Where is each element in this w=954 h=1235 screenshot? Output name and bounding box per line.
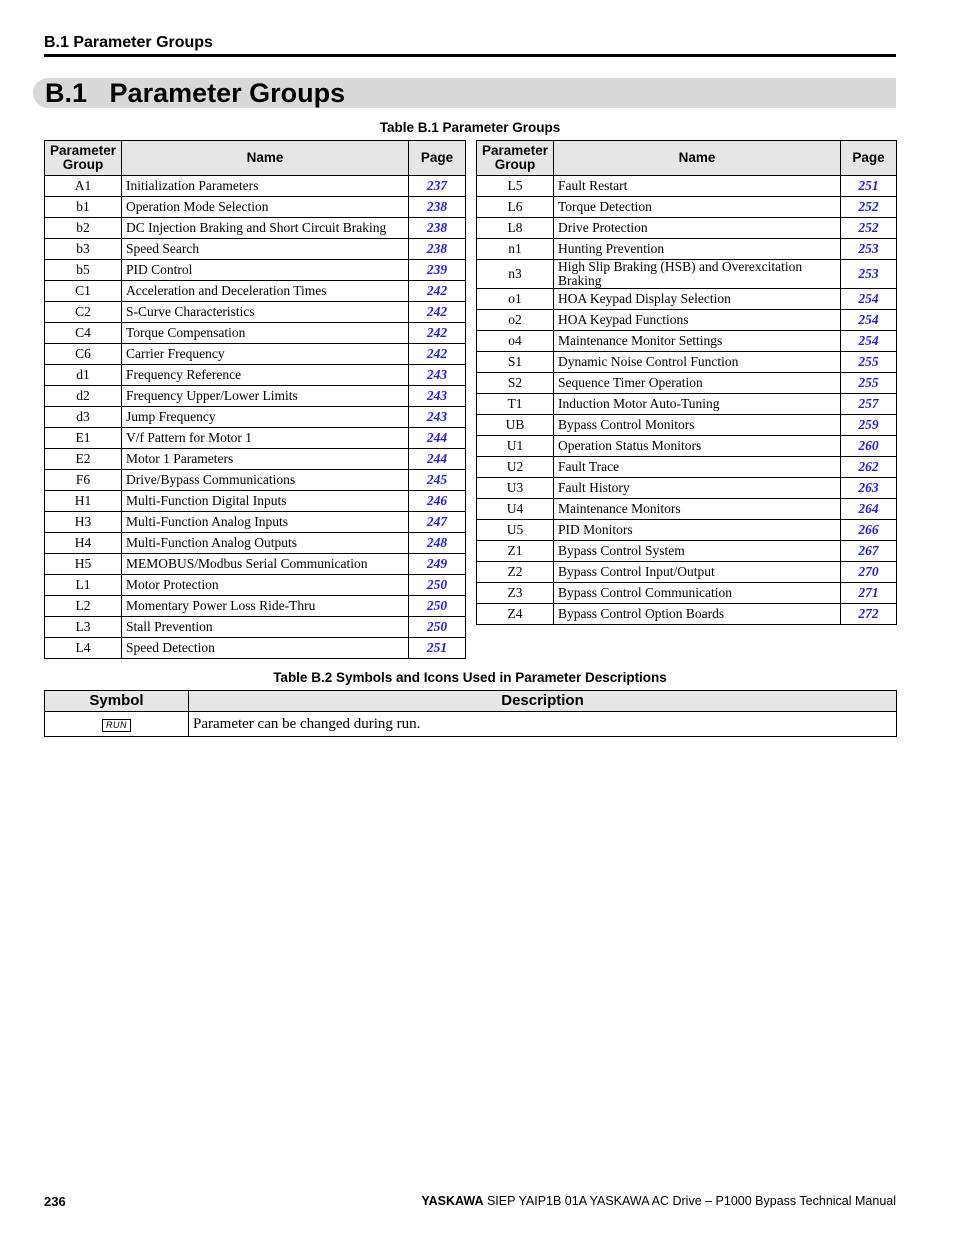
description-cell: Parameter can be changed during run.: [189, 712, 897, 737]
param-group-cell: L2: [45, 596, 122, 617]
col-header-symbol: Symbol: [45, 691, 189, 712]
table-row: [477, 541, 897, 562]
param-group-cell: C6: [45, 344, 122, 365]
section-title-band: [33, 78, 896, 108]
page-link[interactable]: 238: [409, 239, 466, 260]
param-name-cell: PID Control: [122, 260, 409, 281]
param-name-cell: High Slip Braking (HSB) and Overexcitation Braking: [554, 260, 841, 289]
param-group-cell: U4: [477, 499, 554, 520]
table-b1-caption: Table B.1 Parameter Groups: [379, 120, 561, 135]
table-row: [477, 457, 897, 478]
page-link[interactable]: 244: [409, 449, 466, 470]
table-row: [45, 712, 897, 737]
param-group-cell: T1: [477, 394, 554, 415]
param-group-cell: U5: [477, 520, 554, 541]
param-name-cell: Torque Detection: [554, 197, 841, 218]
table-row: [45, 302, 466, 323]
page-link[interactable]: 237: [409, 176, 466, 197]
table-row: [45, 491, 466, 512]
param-group-cell: L5: [477, 176, 554, 197]
page-link[interactable]: 255: [841, 373, 897, 394]
table-row: [477, 352, 897, 373]
table-row: [477, 478, 897, 499]
param-group-cell: C4: [45, 323, 122, 344]
table-row: [477, 260, 897, 289]
param-group-cell: Z1: [477, 541, 554, 562]
page-link[interactable]: 251: [409, 638, 466, 659]
page-link[interactable]: 254: [841, 289, 897, 310]
param-group-cell: U1: [477, 436, 554, 457]
table-row: [477, 310, 897, 331]
table-row: [45, 449, 466, 470]
table-row: [477, 436, 897, 457]
table-row: [45, 176, 466, 197]
param-group-cell: L4: [45, 638, 122, 659]
table-row: [45, 575, 466, 596]
param-name-cell: Bypass Control Communication: [554, 583, 841, 604]
running-head: B.1 Parameter Groups: [44, 34, 213, 51]
table-row: [477, 289, 897, 310]
table-row: [477, 176, 897, 197]
param-group-cell: L1: [45, 575, 122, 596]
section-number: B.1: [45, 78, 88, 108]
table-row: [477, 520, 897, 541]
page-link[interactable]: 246: [409, 491, 466, 512]
page-link[interactable]: 244: [409, 428, 466, 449]
table-row: [45, 260, 466, 281]
param-name-cell: HOA Keypad Display Selection: [554, 289, 841, 310]
param-name-cell: MEMOBUS/Modbus Serial Communication: [122, 554, 409, 575]
param-name-cell: Drive Protection: [554, 218, 841, 239]
param-name-cell: Bypass Control Input/Output: [554, 562, 841, 583]
param-name-cell: Bypass Control System: [554, 541, 841, 562]
table-row: [477, 394, 897, 415]
param-group-cell: L8: [477, 218, 554, 239]
param-name-cell: V/f Pattern for Motor 1: [122, 428, 409, 449]
table-body-right: [477, 176, 897, 625]
param-name-cell: Torque Compensation: [122, 323, 409, 344]
col-header-group: Parameter Group: [45, 141, 122, 176]
col-header-page: Page: [409, 141, 466, 176]
page-link[interactable]: 263: [841, 478, 897, 499]
table-row: [477, 604, 897, 625]
page-link[interactable]: 250: [409, 617, 466, 638]
param-group-cell: H5: [45, 554, 122, 575]
param-group-cell: H3: [45, 512, 122, 533]
col-header-name: Name: [122, 141, 409, 176]
param-name-cell: Frequency Reference: [122, 365, 409, 386]
param-group-cell: o4: [477, 331, 554, 352]
param-name-cell: PID Monitors: [554, 520, 841, 541]
table-row: [477, 499, 897, 520]
page-link[interactable]: 264: [841, 499, 897, 520]
param-name-cell: Sequence Timer Operation: [554, 373, 841, 394]
param-group-cell: A1: [45, 176, 122, 197]
run-icon: RUN: [102, 719, 131, 732]
table-row: [45, 554, 466, 575]
param-name-cell: Initialization Parameters: [122, 176, 409, 197]
page-link[interactable]: 266: [841, 520, 897, 541]
page-link[interactable]: 260: [841, 436, 897, 457]
page-link[interactable]: 259: [841, 415, 897, 436]
page-link[interactable]: 245: [409, 470, 466, 491]
param-group-cell: L6: [477, 197, 554, 218]
footer-doc-info: [421, 1194, 896, 1208]
param-name-cell: Multi-Function Analog Outputs: [122, 533, 409, 554]
table-row: [477, 583, 897, 604]
param-name-cell: Induction Motor Auto-Tuning: [554, 394, 841, 415]
param-group-cell: E1: [45, 428, 122, 449]
param-group-cell: F6: [45, 470, 122, 491]
page-link[interactable]: 243: [409, 386, 466, 407]
param-group-cell: H4: [45, 533, 122, 554]
page-link[interactable]: 251: [841, 176, 897, 197]
page-link[interactable]: 250: [409, 575, 466, 596]
param-name-cell: Bypass Control Monitors: [554, 415, 841, 436]
page-link[interactable]: 249: [409, 554, 466, 575]
param-name-cell: Operation Status Monitors: [554, 436, 841, 457]
page-link[interactable]: 250: [409, 596, 466, 617]
table-row: [45, 386, 466, 407]
param-group-cell: d1: [45, 365, 122, 386]
page-link[interactable]: 238: [409, 218, 466, 239]
table-row: [45, 617, 466, 638]
param-group-cell: b3: [45, 239, 122, 260]
table-row: [477, 373, 897, 394]
param-name-cell: Hunting Prevention: [554, 239, 841, 260]
page-link[interactable]: 262: [841, 457, 897, 478]
param-name-cell: DC Injection Braking and Short Circuit Braking: [122, 218, 409, 239]
page-number: 236: [44, 1194, 66, 1209]
header-rule: [44, 54, 896, 57]
page-link[interactable]: 243: [409, 365, 466, 386]
param-name-cell: Dynamic Noise Control Function: [554, 352, 841, 373]
param-name-cell: Jump Frequency: [122, 407, 409, 428]
page-link[interactable]: 254: [841, 310, 897, 331]
param-name-cell: Fault History: [554, 478, 841, 499]
param-name-cell: Operation Mode Selection: [122, 197, 409, 218]
col-header-page: Page: [841, 141, 897, 176]
col-header-name: Name: [554, 141, 841, 176]
param-name-cell: Bypass Control Option Boards: [554, 604, 841, 625]
page-link[interactable]: 252: [841, 197, 897, 218]
param-group-cell: UB: [477, 415, 554, 436]
page-link[interactable]: 270: [841, 562, 897, 583]
parameter-groups-table-right: [476, 140, 897, 625]
param-name-cell: Multi-Function Analog Inputs: [122, 512, 409, 533]
page-link[interactable]: 254: [841, 331, 897, 352]
param-name-cell: Stall Prevention: [122, 617, 409, 638]
table-row: [477, 218, 897, 239]
param-group-cell: Z2: [477, 562, 554, 583]
page-link[interactable]: 271: [841, 583, 897, 604]
page-link[interactable]: 253: [841, 260, 897, 289]
col-header-group: Parameter Group: [477, 141, 554, 176]
param-group-cell: E2: [45, 449, 122, 470]
param-group-cell: U2: [477, 457, 554, 478]
col-header-description: Description: [189, 691, 897, 712]
table-row: [45, 239, 466, 260]
param-name-cell: Maintenance Monitors: [554, 499, 841, 520]
page-link[interactable]: 267: [841, 541, 897, 562]
table-row: [45, 596, 466, 617]
param-name-cell: Motor 1 Parameters: [122, 449, 409, 470]
table-row: [45, 533, 466, 554]
footer-doc-title: SIEP YAIP1B 01A YASKAWA AC Drive – P1000 Bypass Technical Manual: [483, 1194, 896, 1208]
param-group-cell: Z3: [477, 583, 554, 604]
param-name-cell: Maintenance Monitor Settings: [554, 331, 841, 352]
table-row: [477, 197, 897, 218]
section-title-text: Parameter Groups: [109, 78, 346, 108]
param-group-cell: b1: [45, 197, 122, 218]
param-group-cell: b5: [45, 260, 122, 281]
footer-brand: YASKAWA: [421, 1194, 484, 1208]
page-link[interactable]: 253: [841, 239, 897, 260]
page-link[interactable]: 257: [841, 394, 897, 415]
page-link[interactable]: 272: [841, 604, 897, 625]
param-group-cell: n1: [477, 239, 554, 260]
param-name-cell: S-Curve Characteristics: [122, 302, 409, 323]
page-link[interactable]: 252: [841, 218, 897, 239]
table-row: [45, 365, 466, 386]
param-name-cell: Fault Trace: [554, 457, 841, 478]
param-group-cell: S1: [477, 352, 554, 373]
table-row: [477, 331, 897, 352]
page-link[interactable]: 247: [409, 512, 466, 533]
table-row: [45, 281, 466, 302]
param-name-cell: Speed Search: [122, 239, 409, 260]
page-link[interactable]: 242: [409, 281, 466, 302]
param-group-cell: H1: [45, 491, 122, 512]
parameter-groups-table-left: [44, 140, 466, 659]
page-link[interactable]: 243: [409, 407, 466, 428]
page-link[interactable]: 239: [409, 260, 466, 281]
table-row: [45, 428, 466, 449]
param-group-cell: S2: [477, 373, 554, 394]
param-group-cell: U3: [477, 478, 554, 499]
symbol-cell: [45, 712, 189, 737]
param-name-cell: Carrier Frequency: [122, 344, 409, 365]
param-name-cell: Frequency Upper/Lower Limits: [122, 386, 409, 407]
param-name-cell: Speed Detection: [122, 638, 409, 659]
param-group-cell: d2: [45, 386, 122, 407]
table-row: [45, 344, 466, 365]
page-link[interactable]: 255: [841, 352, 897, 373]
param-name-cell: Drive/Bypass Communications: [122, 470, 409, 491]
param-group-cell: b2: [45, 218, 122, 239]
table-row: [45, 638, 466, 659]
table-row: [45, 197, 466, 218]
page-link[interactable]: 242: [409, 344, 466, 365]
param-group-cell: L3: [45, 617, 122, 638]
table-row: [477, 239, 897, 260]
page-link[interactable]: 242: [409, 302, 466, 323]
section-title: [45, 77, 345, 109]
param-name-cell: Momentary Power Loss Ride-Thru: [122, 596, 409, 617]
table-row: [477, 415, 897, 436]
param-group-cell: o2: [477, 310, 554, 331]
table-row: [45, 323, 466, 344]
table-row: [477, 562, 897, 583]
param-group-cell: d3: [45, 407, 122, 428]
param-name-cell: Acceleration and Deceleration Times: [122, 281, 409, 302]
table-body-left: [45, 176, 466, 659]
table-row: [45, 512, 466, 533]
table-b2-caption: Table B.2 Symbols and Icons Used in Parameter Descriptions: [273, 670, 667, 685]
param-name-cell: Fault Restart: [554, 176, 841, 197]
page-link[interactable]: 248: [409, 533, 466, 554]
param-group-cell: C1: [45, 281, 122, 302]
page-link[interactable]: 242: [409, 323, 466, 344]
param-name-cell: Motor Protection: [122, 575, 409, 596]
param-group-cell: C2: [45, 302, 122, 323]
param-name-cell: HOA Keypad Functions: [554, 310, 841, 331]
param-name-cell: Multi-Function Digital Inputs: [122, 491, 409, 512]
page-link[interactable]: 238: [409, 197, 466, 218]
table-row: [45, 407, 466, 428]
param-group-cell: n3: [477, 260, 554, 289]
table-row: [45, 218, 466, 239]
symbols-table: [44, 690, 897, 737]
param-group-cell: Z4: [477, 604, 554, 625]
table-row: [45, 470, 466, 491]
param-group-cell: o1: [477, 289, 554, 310]
